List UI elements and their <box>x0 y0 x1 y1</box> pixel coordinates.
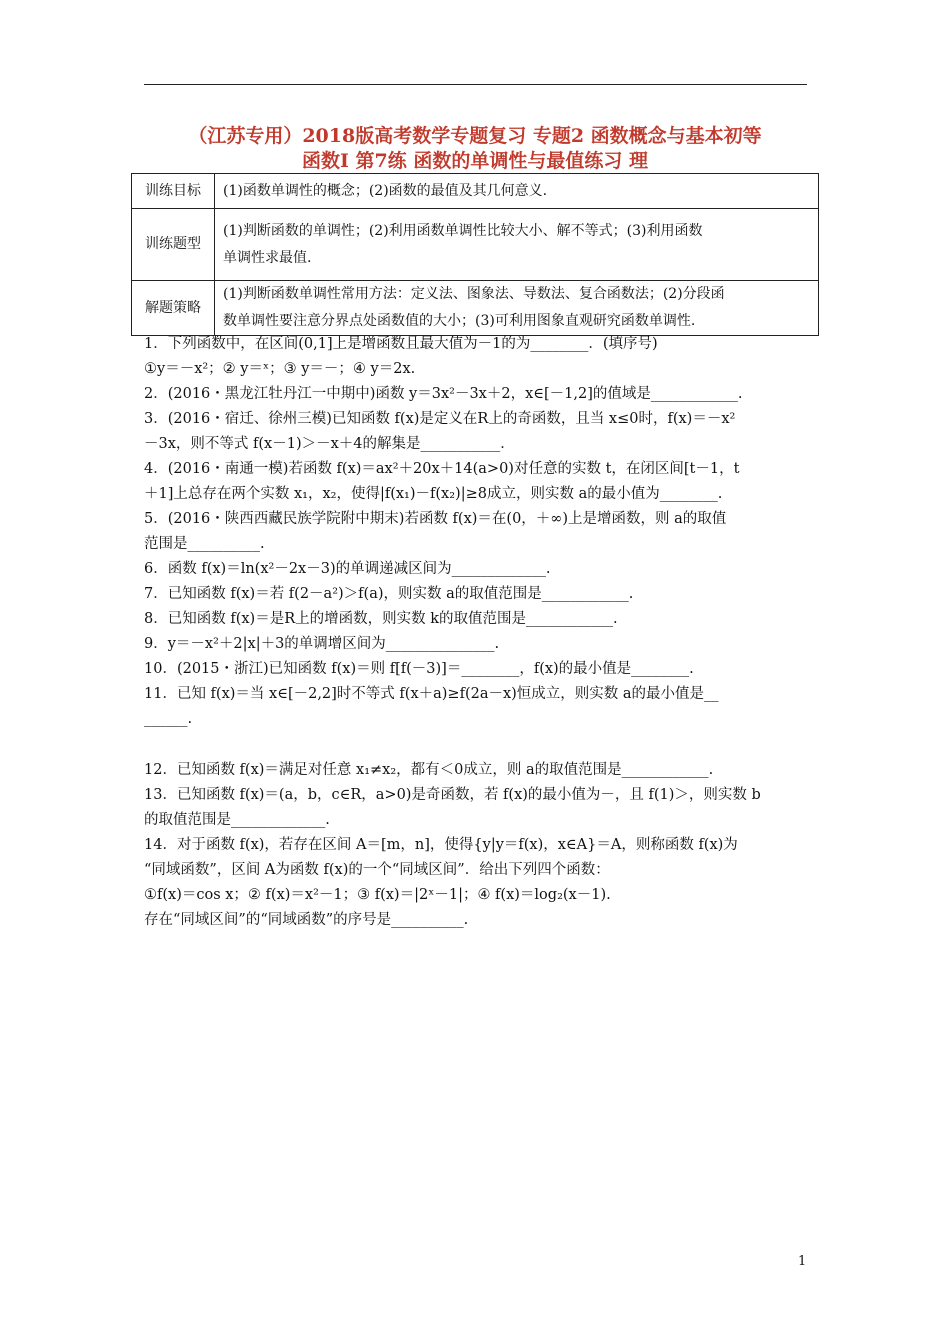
page-number: 1 <box>798 1254 807 1269</box>
table-row <box>132 281 819 336</box>
question-line: ______. <box>144 711 193 727</box>
row-line: (1)判断函数单调性常用方法：定义法、图象法、导数法、复合函数法；(2)分段函 <box>223 286 725 302</box>
question-line: 5．(2016・陕西西藏民族学院附中期末)若函数 f(x)＝在(0，＋∞)上是增函数，则 a的取值 <box>144 511 727 527</box>
question-line: －3x，则不等式 f(x－1)＞－x＋4的解集是___________． <box>144 436 515 452</box>
question-line: 范围是__________. <box>144 536 265 552</box>
question-line: 存在“同域区间”的“同域函数”的序号是__________. <box>144 912 469 928</box>
question-line: “同域函数”，区间 A为函数 f(x)的一个“同域区间”．给出下列四个函数： <box>144 862 610 878</box>
question-line: ＋1]上总存在两个实数 x₁，x₂，使得|f(x₁)－f(x₂)|≥8成立，则实数 a的最小值为________. <box>144 486 723 502</box>
document-title <box>120 124 830 174</box>
row-content <box>215 174 819 209</box>
row-line: (1)判断函数的单调性；(2)利用函数单调性比较大小、解不等式；(3)利用函数 <box>223 222 703 239</box>
question-line: 7．已知函数 f(x)＝若 f(2－a²)＞f(a)，则实数 a的取值范围是____________. <box>144 586 634 602</box>
question-line: 3．(2016・宿迁、徐州三模)已知函数 f(x)是定义在R上的奇函数，且当 x≤0时，f(x)＝－x² <box>144 411 736 427</box>
table-row <box>132 209 819 281</box>
question-line: 4．(2016・南通一模)若函数 f(x)＝ax²＋20x＋14(a>0)对任意的实数 t，在闭区间[t－1，t <box>144 461 740 477</box>
question-line: ①y＝－x²；② y＝ˣ；③ y＝－；④ y＝2x. <box>144 361 416 377</box>
question-line: ①f(x)＝cos x；② f(x)＝x²－1；③ f(x)＝|2ˣ－1|；④ f(x)＝log₂(x－1). <box>144 887 611 903</box>
title-line-1: （江苏专用）2018版高考数学专题复习 专题2 函数概念与基本初等 <box>188 125 762 147</box>
question-line: 11．已知 f(x)＝当 x∈[－2,2]时不等式 f(x＋a)≥f(2a－x)恒成立，则实数 a的最小值是__ <box>144 686 719 702</box>
question-line: 1．下列函数中，在区间(0,1]上是增函数且最大值为－1的为________．(填序号) <box>144 336 658 352</box>
row-line: (1)函数单调性的概念；(2)函数的最值及其几何意义. <box>223 182 548 199</box>
question-line: 13．已知函数 f(x)＝(a，b，c∈R，a>0)是奇函数，若 f(x)的最小值为－，且 f(1)＞，则实数 b <box>144 787 761 803</box>
question-line: 12．已知函数 f(x)＝满足对任意 x₁≠x₂，都有＜0成立，则 a的取值范围是____________. <box>144 762 714 778</box>
row-label: 解题策略 <box>132 281 215 336</box>
training-info-table <box>131 173 819 336</box>
question-line: 14．对于函数 f(x)，若存在区间 A＝[m，n]，使得{y|y＝f(x)，x∈A}＝A，则称函数 f(x)为 <box>144 837 738 853</box>
table-row <box>132 174 819 209</box>
row-label: 训练目标 <box>132 174 215 209</box>
row-content <box>215 281 819 336</box>
row-line: 数单调性要注意分界点处函数值的大小；(3)可利用图象直观研究函数单调性. <box>223 313 696 329</box>
row-label: 训练题型 <box>132 209 215 281</box>
question-line: 的取值范围是_____________. <box>144 812 330 828</box>
header-rule <box>144 84 807 85</box>
title-line-2: 函数Ⅰ 第7练 函数的单调性与最值练习 理 <box>302 150 648 172</box>
question-line: 6．函数 f(x)＝ln(x²－2x－3)的单调递减区间为_____________. <box>144 561 551 577</box>
question-line: 9．y＝－x²＋2|x|＋3的单调增区间为_______________. <box>144 636 500 652</box>
row-content <box>215 209 819 281</box>
question-line: 8．已知函数 f(x)＝是R上的增函数，则实数 k的取值范围是____________. <box>144 611 618 627</box>
row-line: 单调性求最值. <box>223 249 312 266</box>
question-line: 2．(2016・黑龙江牡丹江一中期中)函数 y＝3x²－3x＋2，x∈[－1,2]的值域是____________. <box>144 386 743 402</box>
question-line: 10．(2015・浙江)已知函数 f(x)＝则 f[f(－3)]＝________，f(x)的最小值是________. <box>144 661 694 677</box>
